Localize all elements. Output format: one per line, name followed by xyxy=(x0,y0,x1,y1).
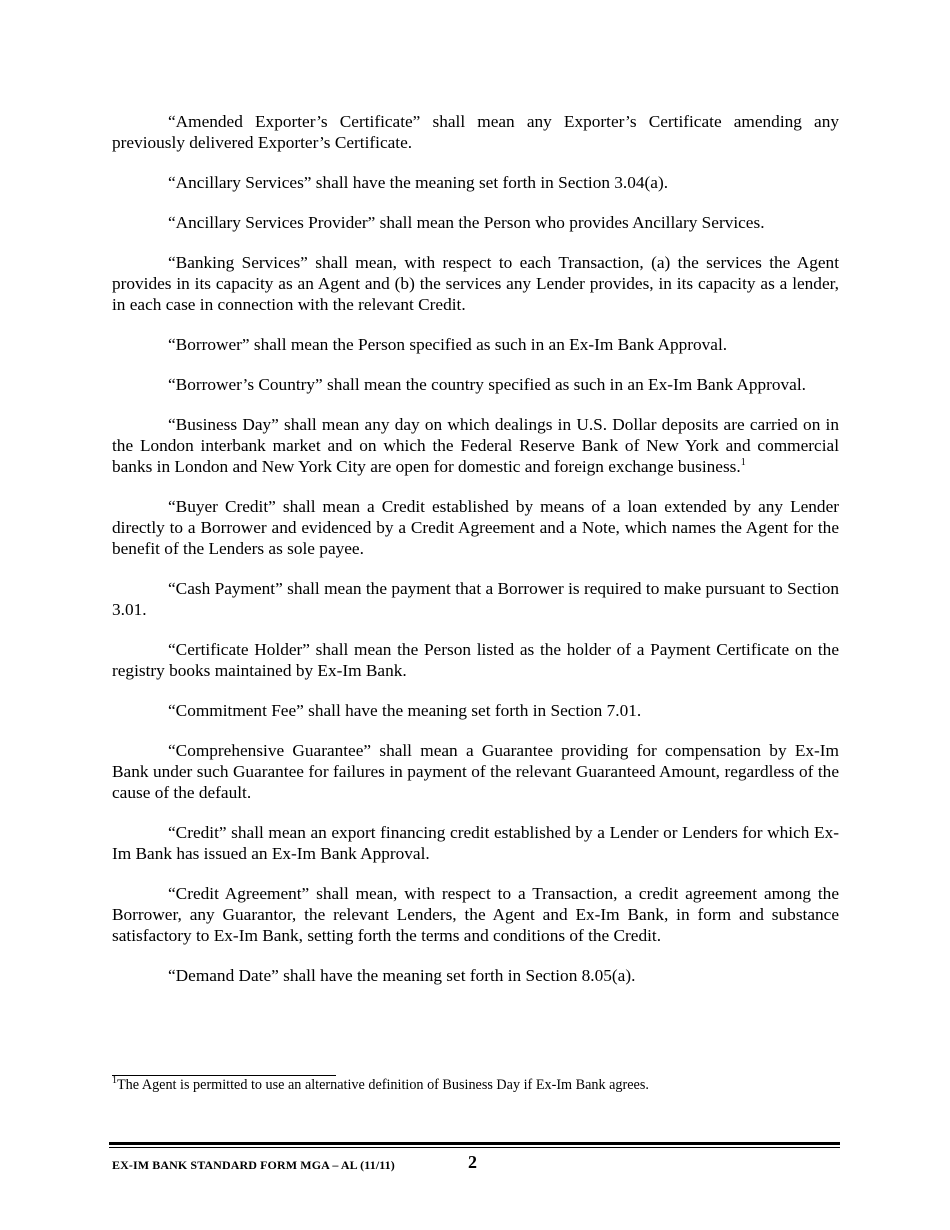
definitions-section xyxy=(112,111,839,1005)
page-number: 2 xyxy=(468,1152,477,1172)
definition-paragraph: “Comprehensive Guarantee” shall mean a Guarantee providing for compensation by Ex-Im Bank under such Guarantee for failures in payment of the relevant Guaranteed Amount, regardless of the cause of the default. xyxy=(112,741,839,802)
definition-paragraph: “Borrower’s Country” shall mean the country specified as such in an Ex-Im Bank Approval. xyxy=(168,375,806,394)
footnote xyxy=(112,1076,839,1094)
footer-form-name: EX-IM BANK STANDARD FORM MGA – AL (11/11) xyxy=(112,1158,395,1172)
definition-paragraph: “Ancillary Services Provider” shall mean the Person who provides Ancillary Services. xyxy=(168,213,765,232)
definition-paragraph: “Credit” shall mean an export financing credit established by a Lender or Lenders for which Ex-Im Bank has issued an Ex-Im Bank Approval. xyxy=(112,823,839,863)
definition-paragraph: “Cash Payment” shall mean the payment that a Borrower is required to make pursuant to Section 3.01. xyxy=(112,579,839,619)
footer-rule-thin xyxy=(109,1147,840,1148)
definition-paragraph: “Demand Date” shall have the meaning set forth in Section 8.05(a). xyxy=(168,966,636,985)
definition-paragraph: “Ancillary Services” shall have the meaning set forth in Section 3.04(a). xyxy=(168,173,669,192)
definition-paragraph: “Borrower” shall mean the Person specified as such in an Ex-Im Bank Approval. xyxy=(168,335,728,354)
definition-paragraph: “Buyer Credit” shall mean a Credit established by means of a loan extended by any Lender directly to a Borrower and evidenced by a Credit Agreement and a Note, which names the Agent for the benefit of the Lenders as sole payee. xyxy=(112,497,839,558)
definition-paragraph: “Banking Services” shall mean, with respect to each Transaction, (a) the services the Agent provides in its capacity as an Agent and (b) the services any Lender provides, in its capacity as a lender, in each case in connection with the relevant Credit. xyxy=(112,253,839,314)
footnote-reference[interactable]: 1 xyxy=(740,457,746,468)
definition-paragraph: “Business Day” shall mean any day on which dealings in U.S. Dollar deposits are carried on in the London interbank market and on which the Federal Reserve Bank of New York and commercial banks in London and New York City are open for domestic and foreign exchange business.$^1$ xyxy=(112,415,839,476)
definition-paragraph: “Credit Agreement” shall mean, with respect to a Transaction, a credit agreement among the Borrower, any Guarantor, the relevant Lenders, the Agent and Ex-Im Bank, in form and substance satisfactory to Ex-Im Bank, setting forth the terms and conditions of the Credit. xyxy=(112,884,839,945)
footnote-marker: 1 xyxy=(112,1075,117,1086)
definition-paragraph: “Commitment Fee” shall have the meaning set forth in Section 7.01. xyxy=(168,701,642,720)
definition-paragraph: “Amended Exporter’s Certificate” shall mean any Exporter’s Certificate amending any previously delivered Exporter’s Certificate. xyxy=(112,112,839,152)
footnote-text: The Agent is permitted to use an alternative definition of Business Day if Ex-Im Bank agrees. xyxy=(117,1077,649,1093)
definition-paragraph: “Certificate Holder” shall mean the Person listed as the holder of a Payment Certificate on the registry books maintained by Ex-Im Bank. xyxy=(112,640,839,680)
footer-rule-thick xyxy=(109,1142,840,1145)
